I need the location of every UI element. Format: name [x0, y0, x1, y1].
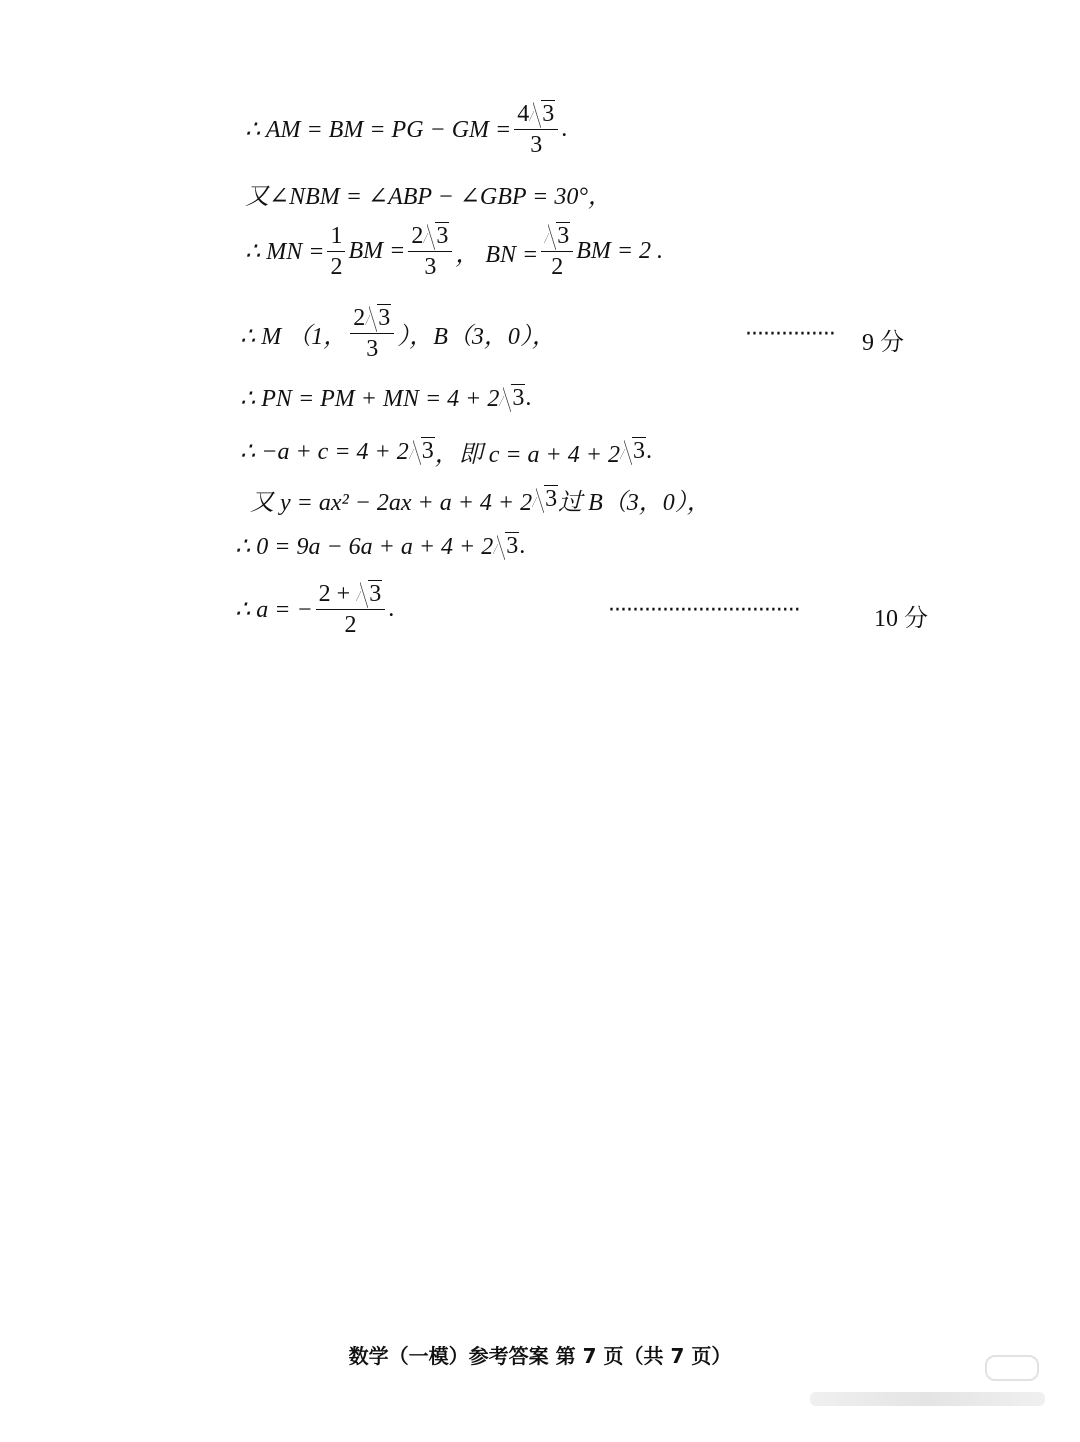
- fraction-2plussqrt3-over-2: $\frac{2 + 3}{2}$: [316, 580, 386, 639]
- fraction-1-over-2: $\frac{1}{2}$: [327, 222, 345, 281]
- score-10: 10 分: [874, 606, 928, 632]
- fraction-4sqrt3-over-3: $\frac{4 3}{3}$: [514, 100, 558, 159]
- line1-suffix: .: [561, 116, 568, 142]
- fraction-2sqrt3-over-3: $\frac{2 3}{3}$: [408, 222, 452, 281]
- line1-text: ∴ AM = BM = PG − GM =: [245, 117, 512, 143]
- line2-text: 又∠NBM = ∠ABP − ∠GBP = 30°，: [245, 184, 612, 210]
- page-footer: 数学（一模）参考答案 第 7 页（共 7 页）: [348, 1344, 732, 1368]
- fraction-2sqrt3-over-3-b: $\frac{2 3}{3}$: [350, 304, 394, 363]
- watermark-logo: [985, 1355, 1039, 1381]
- watermark-text: [810, 1392, 1045, 1406]
- score-leader-dots-2: ································: [608, 598, 800, 623]
- score-9: 9 分: [862, 330, 904, 356]
- fraction-sqrt3-over-2: $\frac{3}{2}$: [541, 222, 573, 281]
- score-leader-dots: ···············: [745, 322, 835, 347]
